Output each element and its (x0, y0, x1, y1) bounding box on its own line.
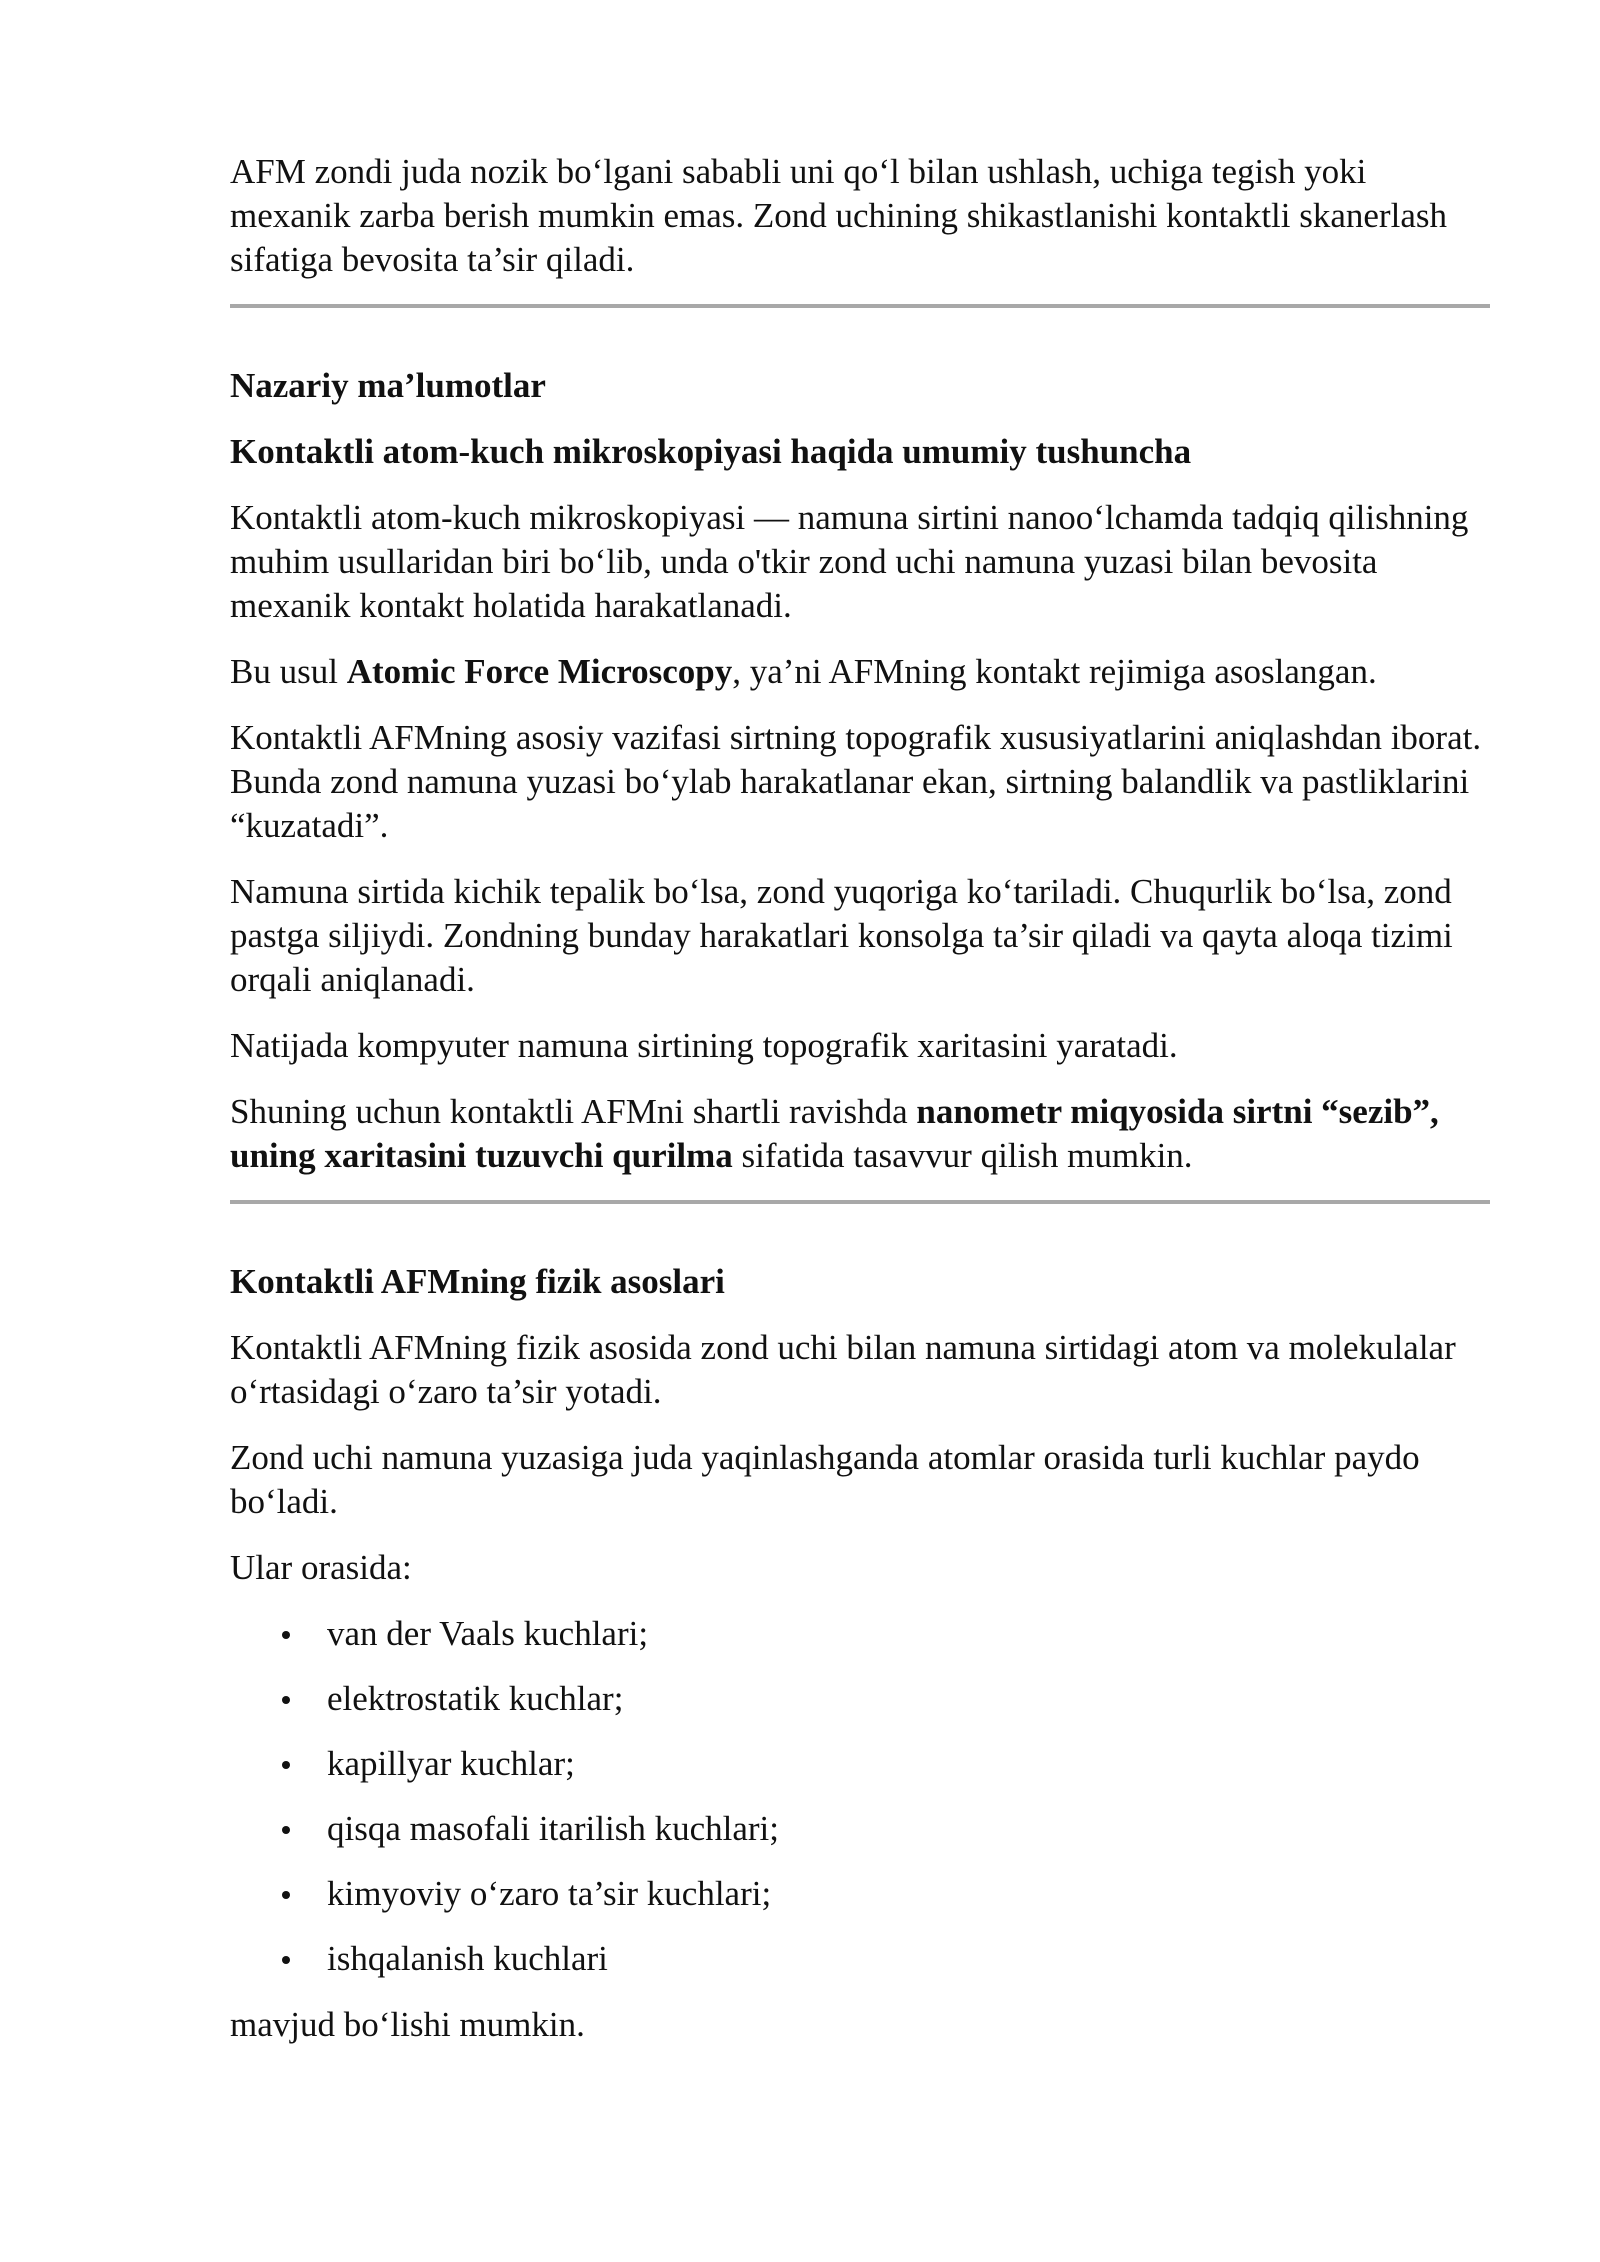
list-item: ishqalanish kuchlari (327, 1937, 1490, 1981)
list-item: kimyoviy o‘zaro ta’sir kuchlari; (327, 1872, 1490, 1916)
text-run: Bu usul (230, 652, 347, 691)
theory-paragraph-3: Kontaktli AFMning asosiy vazifasi sirtning topografik xususiyatlarini aniqlashdan iborat. Bunda zond namuna yuzasi bo‘ylab harakatlanar ekan, sirtning balandlik va pastliklarini “kuzatadi”. (230, 718, 1482, 845)
theory-paragraph-4: Namuna sirtida kichik tepalik bo‘lsa, zond yuqoriga ko‘tariladi. Chuqurlik bo‘lsa, zond pastga siljiydi. Zondning bunday harakatlari konsolga ta’sir qiladi va qayta aloqa tizimi orqali aniqlanadi. (230, 872, 1453, 999)
physics-paragraph-1: Kontaktli AFMning fizik asosida zond uchi bilan namuna sirtidagi atom va molekulalar o‘rtasidagi o‘zaro ta’sir yotadi. (230, 1328, 1456, 1411)
physics-paragraph-2: Zond uchi namuna yuzasiga juda yaqinlashganda atomlar orasida turli kuchlar paydo bo‘ladi. (230, 1438, 1420, 1521)
bold-term: Atomic Force Microscopy (346, 652, 733, 691)
physics-heading: Kontaktli AFMning fizik asoslari (230, 1262, 725, 1301)
theory-paragraph-6 (230, 1090, 1490, 1178)
theory-paragraph-5: Natijada kompyuter namuna sirtining topografik xaritasini yaratadi. (230, 1026, 1178, 1065)
text-run: , ya’ni AFMning kontakt rejimiga asoslangan. (732, 652, 1377, 691)
list-item: kapillyar kuchlar; (327, 1742, 1490, 1786)
theory-heading: Nazariy ma’lumotlar (230, 366, 546, 405)
physics-paragraph-3: Ular orasida: (230, 1548, 412, 1587)
section-divider (230, 304, 1490, 308)
physics-closing: mavjud bo‘lishi mumkin. (230, 2005, 585, 2044)
text-run: sifatida tasavvur qilish mumkin. (732, 1136, 1193, 1175)
intro-paragraph: AFM zondi juda nozik bo‘lgani sababli uni qo‘l bilan ushlash, uchiga tegish yoki mexanik zarba berish mumkin emas. Zond uchining shikastlanishi kontaktli skanerlash sifatiga bevosita ta’sir qiladi. (230, 152, 1447, 279)
section-divider (230, 1200, 1490, 1204)
theory-paragraph-1: Kontaktli atom-kuch mikroskopiyasi — namuna sirtini nanoo‘lchamda tadqiq qilishning muhim usullaridan biri bo‘lib, unda o'tkir zond uchi namuna yuzasi bilan bevosita mexanik kontakt holatida harakatlanadi. (230, 498, 1469, 625)
document-page (230, 150, 1490, 2069)
theory-subheading: Kontaktli atom-kuch mikroskopiyasi haqida umumiy tushuncha (230, 432, 1192, 471)
forces-list (230, 1612, 1490, 1981)
list-item: qisqa masofali itarilish kuchlari; (327, 1807, 1490, 1851)
theory-paragraph-2 (230, 650, 1490, 694)
text-run: Shuning uchun kontaktli AFMni shartli ravishda (230, 1092, 917, 1131)
bold-phrase: nanometr miqyosida sirtni “sezib”, uning xaritasini tuzuvchi qurilma (230, 1092, 1439, 1175)
list-item: van der Vaals kuchlari; (327, 1612, 1490, 1656)
list-item: elektrostatik kuchlar; (327, 1677, 1490, 1721)
